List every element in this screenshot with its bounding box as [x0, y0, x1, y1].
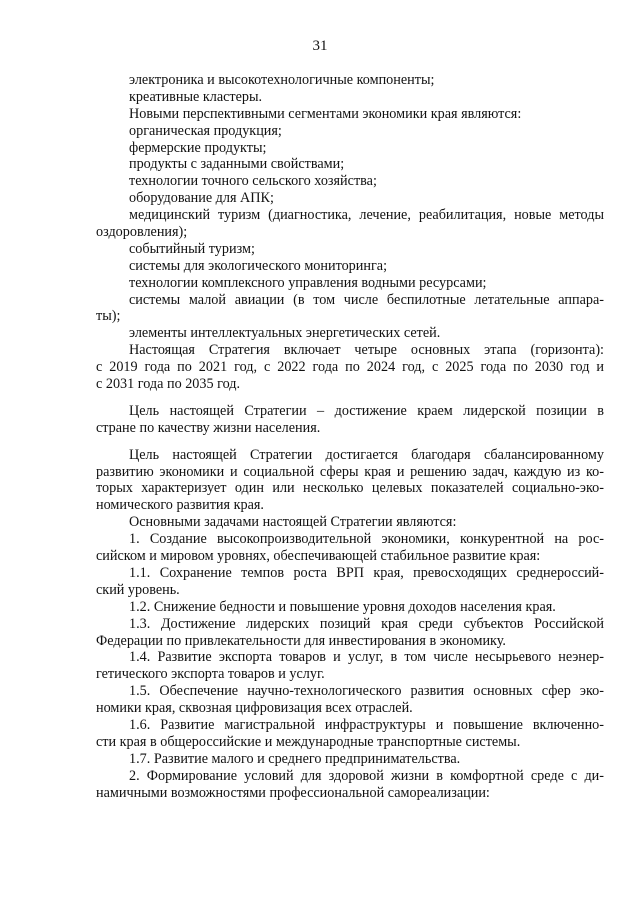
text-line: 1.1. Сохранение темпов роста ВРП края, превосходящих среднероссий- [129, 564, 604, 581]
text-line: с 2019 года по 2021 год, с 2022 года по 2024 год, с 2025 года по 2030 год и [96, 359, 604, 376]
text-line: 2. Формирование условий для здоровой жизни в комфортной среде с ди- [129, 767, 604, 784]
text-line: событийный туризм; [129, 240, 255, 257]
text-line: Федерации по привлекательности для инвестирования в экономику. [96, 632, 506, 649]
page-number: 31 [312, 38, 328, 54]
text-line: развитию экономики и социальной сферы края и решению задач, каждую из ко- [96, 463, 604, 480]
text-line: оборудование для АПК; [129, 190, 274, 207]
text-line: элементы интеллектуальных энергетических сетей. [129, 325, 441, 342]
text-line: Новыми перспективными сегментами экономики края являются: [129, 105, 522, 122]
text-line: оздоровления); [96, 224, 188, 241]
text-line: номики края, сквозная цифровизация всех отраслей. [96, 700, 413, 717]
text-line: намичными возможностями профессиональной самореализации: [96, 784, 490, 801]
text-line: номического развития края. [96, 497, 264, 514]
paragraph-gap [96, 393, 604, 403]
body-text [96, 72, 604, 801]
text-line: 1.7. Развитие малого и среднего предпринимательства. [129, 750, 461, 767]
text-line: Цель настоящей Стратегии достигается благодаря сбалансированному [129, 446, 604, 463]
text-line: системы для экологического мониторинга; [129, 257, 388, 274]
paragraph-gap [96, 437, 604, 447]
text-line: 1.3. Достижение лидерских позиций края среди субъектов Российской [129, 615, 604, 632]
text-line: системы малой авиации (в том числе беспилотные летательные аппара- [129, 291, 604, 308]
text-line: Цель настоящей Стратегии – достижение краем лидерской позиции в [129, 402, 604, 419]
text-line: торых характеризует один или несколько целевых показателей социально-эко- [96, 480, 604, 497]
text-line: ский уровень. [96, 581, 180, 598]
text-line: 1.4. Развитие экспорта товаров и услуг, в том числе несырьевого неэнер- [129, 649, 604, 666]
text-line: стране по качеству жизни населения. [96, 419, 321, 436]
text-line: сти края в общероссийские и международные транспортные системы. [96, 733, 521, 750]
text-line: фермерские продукты; [129, 139, 267, 156]
text-line: технологии точного сельского хозяйства; [129, 173, 377, 190]
text-line: ты); [96, 308, 121, 325]
text-line: органическая продукция; [129, 122, 282, 139]
text-line: 1.5. Обеспечение научно-технологического развития основных сфер эко- [129, 683, 604, 700]
text-line: сийском и мировом уровнях, обеспечивающей стабильное развитие края: [96, 548, 541, 565]
text-line: с 2031 года по 2035 год. [96, 376, 241, 393]
text-line: электроника и высокотехнологичные компоненты; [129, 72, 435, 88]
text-line: Основными задачами настоящей Стратегии являются: [129, 514, 457, 531]
text-line: медицинский туризм (диагностика, лечение, реабилитация, новые методы [129, 207, 604, 224]
text-line: технологии комплексного управления водными ресурсами; [129, 274, 487, 291]
text-line: 1.2. Снижение бедности и повышение уровня доходов населения края. [129, 598, 556, 615]
text-line: гетического экспорта товаров и услуг. [96, 666, 325, 683]
text-line: креативные кластеры. [129, 88, 263, 105]
text-line: Настоящая Стратегия включает четыре основных этапа (горизонта): [129, 342, 604, 359]
text-line: 1.6. Развитие магистральной инфраструктуры и повышение включенно- [129, 716, 604, 733]
text-line: 1. Создание высокопроизводительной экономики, конкурентной на рос- [129, 531, 604, 548]
text-line: продукты с заданными свойствами; [129, 156, 345, 173]
